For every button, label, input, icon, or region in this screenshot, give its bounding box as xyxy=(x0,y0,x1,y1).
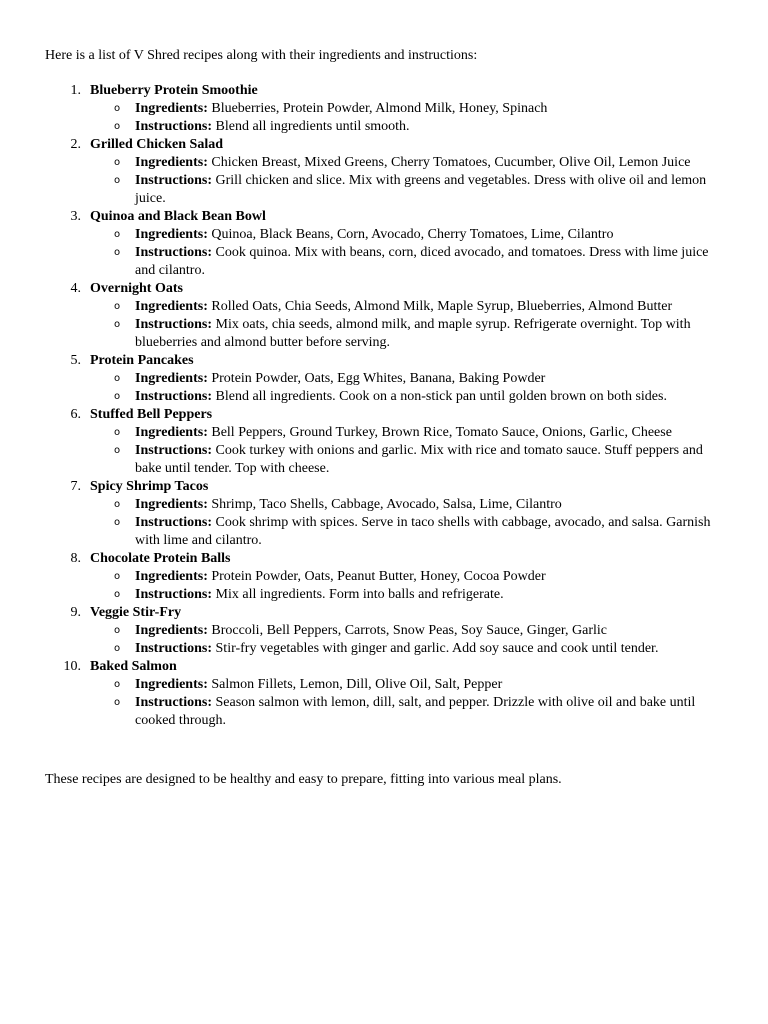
ingredients-text: Chicken Breast, Mixed Greens, Cherry Tomatoes, Cucumber, Olive Oil, Lemon Juice xyxy=(211,155,691,170)
instructions-label: Instructions: xyxy=(135,119,213,134)
bullet-icon: o xyxy=(114,373,121,384)
ingredients-text: Bell Peppers, Ground Turkey, Brown Rice, Tomato Sauce, Onions, Garlic, Cheese xyxy=(211,425,672,440)
recipe-number: 4. xyxy=(70,281,81,296)
bullet-icon: o xyxy=(114,499,121,510)
instructions-label: Instructions: xyxy=(135,245,213,260)
instructions-text: Blend all ingredients until smooth. xyxy=(215,119,410,134)
instructions-label: Instructions: xyxy=(135,173,213,188)
bullet-icon: o xyxy=(114,697,121,708)
recipe-title: Chocolate Protein Balls xyxy=(90,551,231,566)
instructions-line xyxy=(90,244,725,280)
instructions-line xyxy=(90,442,725,478)
instructions-text: Mix all ingredients. Form into balls and refrigerate. xyxy=(215,587,504,602)
recipe-number: 6. xyxy=(70,407,81,422)
bullet-icon: o xyxy=(114,643,121,654)
recipe-details xyxy=(90,154,725,208)
ingredients-line xyxy=(90,226,725,244)
instructions-text: Cook quinoa. Mix with beans, corn, diced avocado, and tomatoes. Dress with lime juice and cilantro. xyxy=(135,245,709,278)
instructions-line xyxy=(90,172,725,208)
recipe-details xyxy=(90,496,725,550)
recipe-number: 2. xyxy=(70,137,81,152)
ingredients-line xyxy=(90,568,725,586)
recipe-item xyxy=(45,604,725,658)
bullet-icon: o xyxy=(114,301,121,312)
instructions-text: Cook shrimp with spices. Serve in taco shells with cabbage, avocado, and salsa. Garnish with lime and cilantro. xyxy=(135,515,711,548)
instructions-label: Instructions: xyxy=(135,695,213,710)
ingredients-text: Protein Powder, Oats, Egg Whites, Banana, Baking Powder xyxy=(211,371,546,386)
ingredients-text: Shrimp, Taco Shells, Cabbage, Avocado, Salsa, Lime, Cilantro xyxy=(211,497,562,512)
recipe-details xyxy=(90,622,725,658)
instructions-text: Blend all ingredients. Cook on a non-stick pan until golden brown on both sides. xyxy=(215,389,667,404)
instructions-label: Instructions: xyxy=(135,317,213,332)
bullet-icon: o xyxy=(114,571,121,582)
bullet-icon: o xyxy=(114,157,121,168)
recipe-title: Spicy Shrimp Tacos xyxy=(90,479,209,494)
ingredients-line xyxy=(90,424,725,442)
ingredients-label: Ingredients: xyxy=(135,101,208,116)
ingredients-label: Ingredients: xyxy=(135,227,208,242)
recipe-details xyxy=(90,568,725,604)
ingredients-line xyxy=(90,154,725,172)
instructions-label: Instructions: xyxy=(135,641,213,656)
bullet-icon: o xyxy=(114,175,121,186)
recipe-title: Overnight Oats xyxy=(90,281,183,296)
recipe-item xyxy=(45,208,725,280)
instructions-text: Stir-fry vegetables with ginger and garlic. Add soy sauce and cook until tender. xyxy=(215,641,659,656)
recipe-title: Grilled Chicken Salad xyxy=(90,137,224,152)
ingredients-text: Rolled Oats, Chia Seeds, Almond Milk, Maple Syrup, Blueberries, Almond Butter xyxy=(211,299,673,314)
instructions-label: Instructions: xyxy=(135,389,213,404)
recipe-number: 10. xyxy=(63,659,81,674)
recipe-item xyxy=(45,550,725,604)
recipe-number: 3. xyxy=(70,209,81,224)
bullet-icon: o xyxy=(114,247,121,258)
recipe-item xyxy=(45,352,725,406)
recipe-title: Protein Pancakes xyxy=(90,353,194,368)
recipe-list xyxy=(45,82,725,730)
ingredients-label: Ingredients: xyxy=(135,569,208,584)
recipe-title: Quinoa and Black Bean Bowl xyxy=(90,209,266,224)
ingredients-label: Ingredients: xyxy=(135,299,208,314)
ingredients-line xyxy=(90,100,725,118)
instructions-text: Cook turkey with onions and garlic. Mix with rice and tomato sauce. Stuff peppers and bake until tender. Top with cheese. xyxy=(135,443,703,476)
recipe-details xyxy=(90,100,725,136)
ingredients-text: Protein Powder, Oats, Peanut Butter, Honey, Cocoa Powder xyxy=(211,569,546,584)
instructions-label: Instructions: xyxy=(135,443,213,458)
instructions-line xyxy=(90,514,725,550)
recipe-details xyxy=(90,676,725,730)
ingredients-label: Ingredients: xyxy=(135,425,208,440)
ingredients-line xyxy=(90,676,725,694)
recipe-title: Baked Salmon xyxy=(90,659,177,674)
recipe-title: Stuffed Bell Peppers xyxy=(90,407,213,422)
ingredients-label: Ingredients: xyxy=(135,497,208,512)
instructions-text: Grill chicken and slice. Mix with greens and vegetables. Dress with olive oil and lemon juice. xyxy=(135,173,707,206)
ingredients-text: Broccoli, Bell Peppers, Carrots, Snow Peas, Soy Sauce, Ginger, Garlic xyxy=(211,623,608,638)
ingredients-line xyxy=(90,298,725,316)
bullet-icon: o xyxy=(114,319,121,330)
instructions-text: Mix oats, chia seeds, almond milk, and maple syrup. Refrigerate overnight. Top with blueberries and almond butter before serving. xyxy=(135,317,691,350)
bullet-icon: o xyxy=(114,679,121,690)
instructions-line xyxy=(90,388,725,406)
bullet-icon: o xyxy=(114,229,121,240)
bullet-icon: o xyxy=(114,103,121,114)
recipe-number: 1. xyxy=(70,83,81,98)
instructions-text: Season salmon with lemon, dill, salt, and pepper. Drizzle with olive oil and bake until cooked through. xyxy=(135,695,696,728)
instructions-line xyxy=(90,118,725,136)
ingredients-line xyxy=(90,496,725,514)
bullet-icon: o xyxy=(114,625,121,636)
ingredients-text: Salmon Fillets, Lemon, Dill, Olive Oil, Salt, Pepper xyxy=(211,677,503,692)
recipe-item xyxy=(45,478,725,550)
ingredients-label: Ingredients: xyxy=(135,371,208,386)
recipe-item xyxy=(45,280,725,352)
recipe-item xyxy=(45,82,725,136)
recipe-details xyxy=(90,370,725,406)
instructions-line xyxy=(90,316,725,352)
recipe-details xyxy=(90,298,725,352)
bullet-icon: o xyxy=(114,121,121,132)
closing-paragraph: These recipes are designed to be healthy and easy to prepare, fitting into various meal plans. xyxy=(45,772,562,787)
recipe-title: Veggie Stir-Fry xyxy=(90,605,182,620)
recipe-item xyxy=(45,658,725,730)
recipe-details xyxy=(90,226,725,280)
ingredients-label: Ingredients: xyxy=(135,623,208,638)
recipe-number: 9. xyxy=(70,605,81,620)
recipe-number: 5. xyxy=(70,353,81,368)
instructions-label: Instructions: xyxy=(135,515,213,530)
ingredients-line xyxy=(90,370,725,388)
recipe-title: Blueberry Protein Smoothie xyxy=(90,83,258,98)
ingredients-label: Ingredients: xyxy=(135,677,208,692)
recipe-number: 8. xyxy=(70,551,81,566)
ingredients-label: Ingredients: xyxy=(135,155,208,170)
instructions-label: Instructions: xyxy=(135,587,213,602)
bullet-icon: o xyxy=(114,445,121,456)
recipe-item xyxy=(45,406,725,478)
bullet-icon: o xyxy=(114,517,121,528)
bullet-icon: o xyxy=(114,427,121,438)
recipe-details xyxy=(90,424,725,478)
instructions-line xyxy=(90,694,725,730)
instructions-line xyxy=(90,586,725,604)
ingredients-text: Quinoa, Black Beans, Corn, Avocado, Cherry Tomatoes, Lime, Cilantro xyxy=(211,227,614,242)
ingredients-text: Blueberries, Protein Powder, Almond Milk, Honey, Spinach xyxy=(211,101,548,116)
recipe-number: 7. xyxy=(70,479,81,494)
intro-paragraph: Here is a list of V Shred recipes along with their ingredients and instructions: xyxy=(45,48,478,63)
bullet-icon: o xyxy=(114,589,121,600)
recipe-item xyxy=(45,136,725,208)
instructions-line xyxy=(90,640,725,658)
ingredients-line xyxy=(90,622,725,640)
bullet-icon: o xyxy=(114,391,121,402)
